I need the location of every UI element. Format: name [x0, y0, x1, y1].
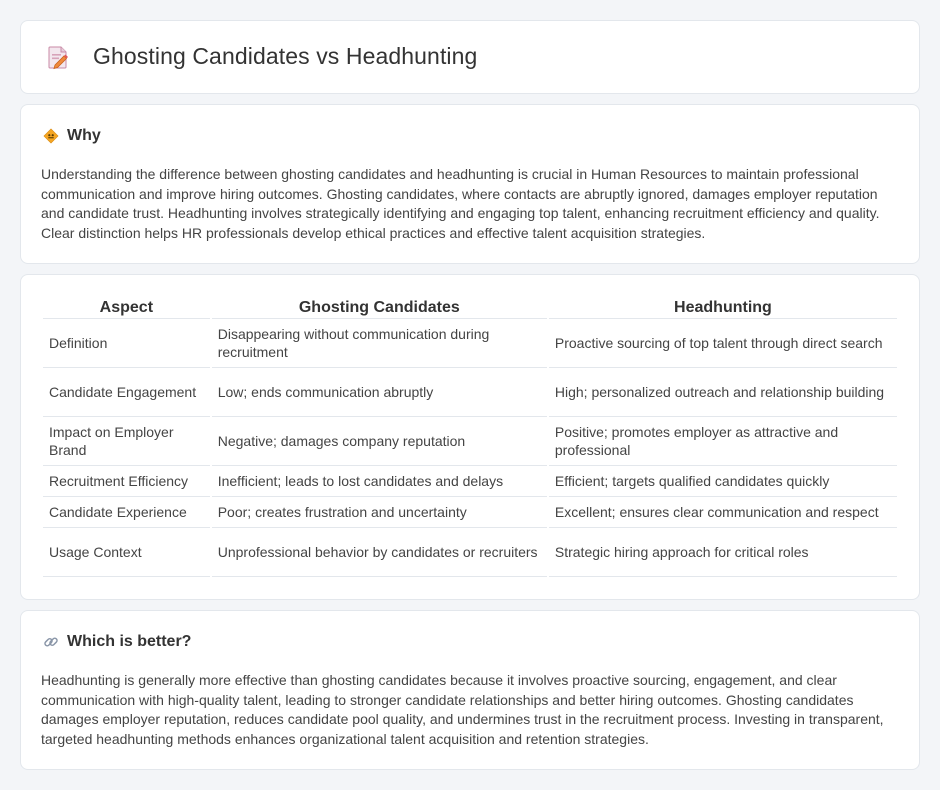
warning-sign-icon [43, 128, 59, 144]
table-cell-ghosting: Low; ends communication abruptly [212, 368, 547, 417]
column-header-headhunting: Headhunting [549, 295, 897, 319]
document-edit-icon [45, 44, 71, 70]
comparison-card [20, 274, 920, 600]
table-row [43, 368, 897, 417]
title-card [20, 20, 920, 94]
why-text: Understanding the difference between ghosting candidates and headhunting is crucial in Human Resources to maintain professional communication and improve hiring outcomes. Ghosting candidates, where contacts are abruptly ignored, damages employer reputation and candidate trust. Headhunting involves strategically identifying and engaging top talent, enhancing recruitment efficiency and quality. Clear distinction helps HR professionals develop ethical practices and effective talent acquisition strategies. [41, 166, 880, 241]
table-cell-headhunting: Excellent; ensures clear communication and respect [549, 497, 897, 528]
table-cell-aspect: Definition [43, 319, 210, 368]
table-cell-aspect: Candidate Experience [43, 497, 210, 528]
better-text: Headhunting is generally more effective than ghosting candidates because it involves proactive sourcing, engagement, and clear communication with high-quality talent, leading to stronger candidate relationships and better hiring outcomes. Ghosting candidates damages employer reputation, reduces candidate pool quality, and undermines trust in the recruitment process. Investing in transparent, targeted headhunting methods enhances organizational talent acquisition and retention strategies. [41, 672, 884, 747]
column-header-aspect: Aspect [43, 295, 210, 319]
table-cell-ghosting: Inefficient; leads to lost candidates and delays [212, 466, 547, 497]
table-cell-ghosting: Disappearing without communication during recruitment [212, 319, 547, 368]
better-heading [43, 633, 191, 651]
column-header-ghosting: Ghosting Candidates [212, 295, 547, 319]
table-cell-headhunting: Strategic hiring approach for critical roles [549, 528, 897, 577]
table-cell-headhunting: Proactive sourcing of top talent through direct search [549, 319, 897, 368]
table-cell-ghosting: Unprofessional behavior by candidates or recruiters [212, 528, 547, 577]
comparison-table [41, 295, 899, 577]
better-title: Which is better? [67, 633, 192, 650]
table-cell-ghosting: Negative; damages company reputation [212, 417, 547, 466]
table-cell-headhunting: Efficient; targets qualified candidates quickly [549, 466, 897, 497]
table-cell-ghosting: Poor; creates frustration and uncertainty [212, 497, 547, 528]
table-cell-headhunting: Positive; promotes employer as attractive and professional [549, 417, 897, 466]
table-cell-headhunting: High; personalized outreach and relationship building [549, 368, 897, 417]
table-header-row [43, 295, 897, 319]
table-row [43, 417, 897, 466]
table-cell-aspect: Candidate Engagement [43, 368, 210, 417]
table-row [43, 497, 897, 528]
why-card [20, 104, 920, 264]
why-heading [43, 127, 101, 145]
table-cell-aspect: Impact on Employer Brand [43, 417, 210, 466]
table-row [43, 528, 897, 577]
which-is-better-card [20, 610, 920, 770]
table-cell-aspect: Usage Context [43, 528, 210, 577]
title-row [45, 43, 477, 70]
link-icon [43, 634, 59, 650]
page-title: Ghosting Candidates vs Headhunting [93, 43, 478, 69]
table-cell-aspect: Recruitment Efficiency [43, 466, 210, 497]
why-title: Why [67, 127, 101, 144]
table-row [43, 319, 897, 368]
table-row [43, 466, 897, 497]
